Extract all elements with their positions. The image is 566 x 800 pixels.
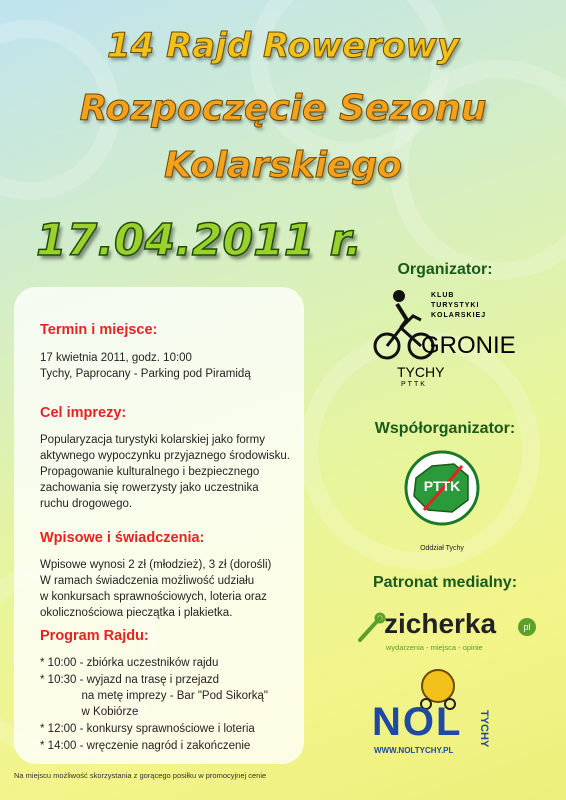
logo-pttk-sub: PTTK: [401, 381, 427, 388]
media-label: Patronat medialny:: [372, 574, 518, 591]
wpisowe-text: Wpisowe wynosi 2 zł (młodzież), 3 zł (dorośli) W ramach świadczenia możliwość udziału w konkursach sprawnościowych, loteria oraz okolicznościowa pieczątka i plakietka.: [40, 559, 272, 619]
wpisowe-title: Wpisowe i świadczenia:: [40, 530, 205, 546]
pttk-logo: [402, 448, 482, 528]
zicherka-logo: [356, 608, 546, 658]
logo-club-line3: KOLARSKIEJ: [431, 312, 487, 319]
logo-club-line2: TURYSTYKI: [431, 302, 480, 309]
event-date: 17.04.2011 r.: [36, 215, 362, 266]
logo-club-line1: KLUB: [431, 292, 455, 299]
cel-text: Popularyzacja turystyki kolarskiej jako formy aktywnego wypoczynku przyjaznego środowisku. Propagowanie kulturalnego i bezpiecznego zachowania się rowerzysty jako uczestnika ruchu drogowego.: [40, 434, 290, 510]
event-title: 14 Rajd Rowerowy: [106, 26, 460, 66]
organizer-logo: [373, 288, 523, 388]
zicherka-tagline: wydarzenia - miejsca - opinie: [386, 643, 483, 652]
program-item: * 14:00 - wręczenie nagród i zakończenie: [40, 740, 251, 752]
nol-side-text: TYCHY: [478, 710, 490, 748]
info-panel: [14, 287, 304, 764]
program-item: * 12:00 - konkursy sprawnościowe i loteria: [40, 723, 255, 735]
program-item: * 10:00 - zbiórka uczestników rajdu: [40, 657, 219, 669]
logo-city: TYCHY: [397, 364, 445, 380]
coorganizer-label: Współorganizator:: [374, 420, 516, 437]
footnote: Na miejscu możliwość skorzystania z gorącego posiłku w promocyjnej cenie: [14, 771, 267, 780]
program-title: Program Rajdu:: [40, 628, 149, 644]
pttk-badge-text: PTTK: [423, 478, 461, 494]
program-item: * 10:30 - wyjazd na trasę i przejazd na metę imprezy - Bar "Pod Sikorką" w Kobiórze: [40, 674, 269, 718]
event-subtitle-line2: Kolarskiego: [164, 145, 402, 186]
nol-logo: [372, 666, 522, 756]
organizer-label: Organizator:: [397, 261, 493, 278]
termin-text: 17 kwietnia 2011, godz. 10:00 Tychy, Paprocany - Parking pod Piramidą: [40, 352, 251, 380]
nol-name: NOL: [372, 700, 463, 744]
cel-title: Cel imprezy:: [40, 405, 127, 421]
zicherka-name: zicherka: [384, 608, 497, 639]
safety-pin-icon: [356, 612, 386, 644]
zicherka-tld: pl: [518, 618, 536, 636]
event-subtitle-line1: Rozpoczęcie Sezonu: [79, 88, 487, 129]
logo-gronie: GRONIE: [421, 332, 516, 359]
termin-title: Termin i miejsce:: [40, 322, 158, 338]
nol-url: WWW.NOLTYCHY.PL: [374, 746, 454, 755]
pttk-caption: Oddział Tychy: [420, 545, 464, 552]
